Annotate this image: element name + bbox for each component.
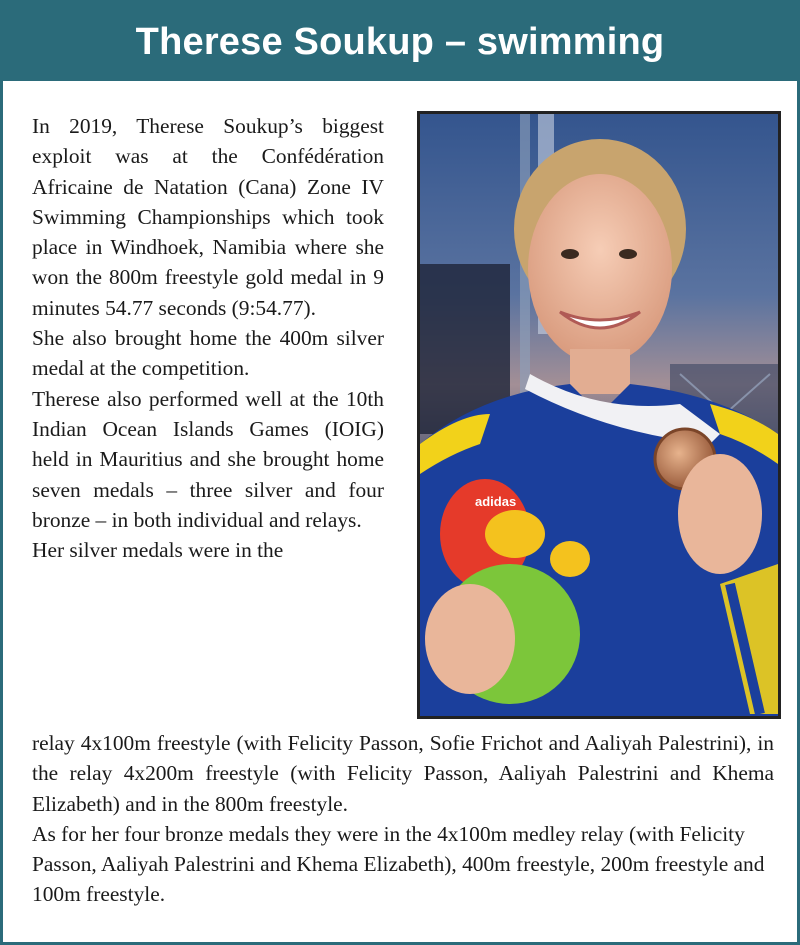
article-body-column: [32, 111, 384, 565]
athlete-photo: [417, 111, 781, 719]
article-title: Therese Soukup – swimming: [135, 20, 665, 63]
article-header: [3, 3, 797, 81]
paragraph-ioig: Therese also performed well at the 10th Indian Ocean Islands Games (IOIG) held in Mauritius and she brought home seven medals – three silver and four bronze – in both individual and relays.: [32, 386, 384, 532]
paragraph-gold-medal: In 2019, Therese Soukup’s biggest exploit was at the Confédération Africaine de Natation (Cana) Zone IV Swimming Championships which took place in Windhoek, Namibia where she won the 800m freestyle gold medal in 9 minutes 54.77 seconds (9:54.77).: [32, 114, 384, 320]
paragraph-silver-medal: She also brought home the 400m silver medal at the competition.: [32, 326, 384, 381]
article-body-wide: [32, 728, 774, 910]
jacket-logo-text: adidas: [475, 494, 517, 509]
paragraph-silver-list-start: Her silver medals were in the: [32, 538, 284, 563]
paragraph-silver-list: relay 4x100m freestyle (with Felicity Passon, Sofie Frichot and Aaliyah Palestrini), in the relay 4x200m freestyle (with Felicity Passon, Aaliyah Palestrini and Khema Elizabeth) and in the 800m freestyle.: [32, 731, 774, 816]
athlete-photo-illustration: [420, 114, 778, 716]
paragraph-bronze-list: As for her four bronze medals they were in the 4x100m medley relay (with Felicity Passon, Aaliyah Palestrini and Khema Elizabeth), 400m freestyle, 200m freestyle and 100m freestyle.: [32, 821, 765, 907]
